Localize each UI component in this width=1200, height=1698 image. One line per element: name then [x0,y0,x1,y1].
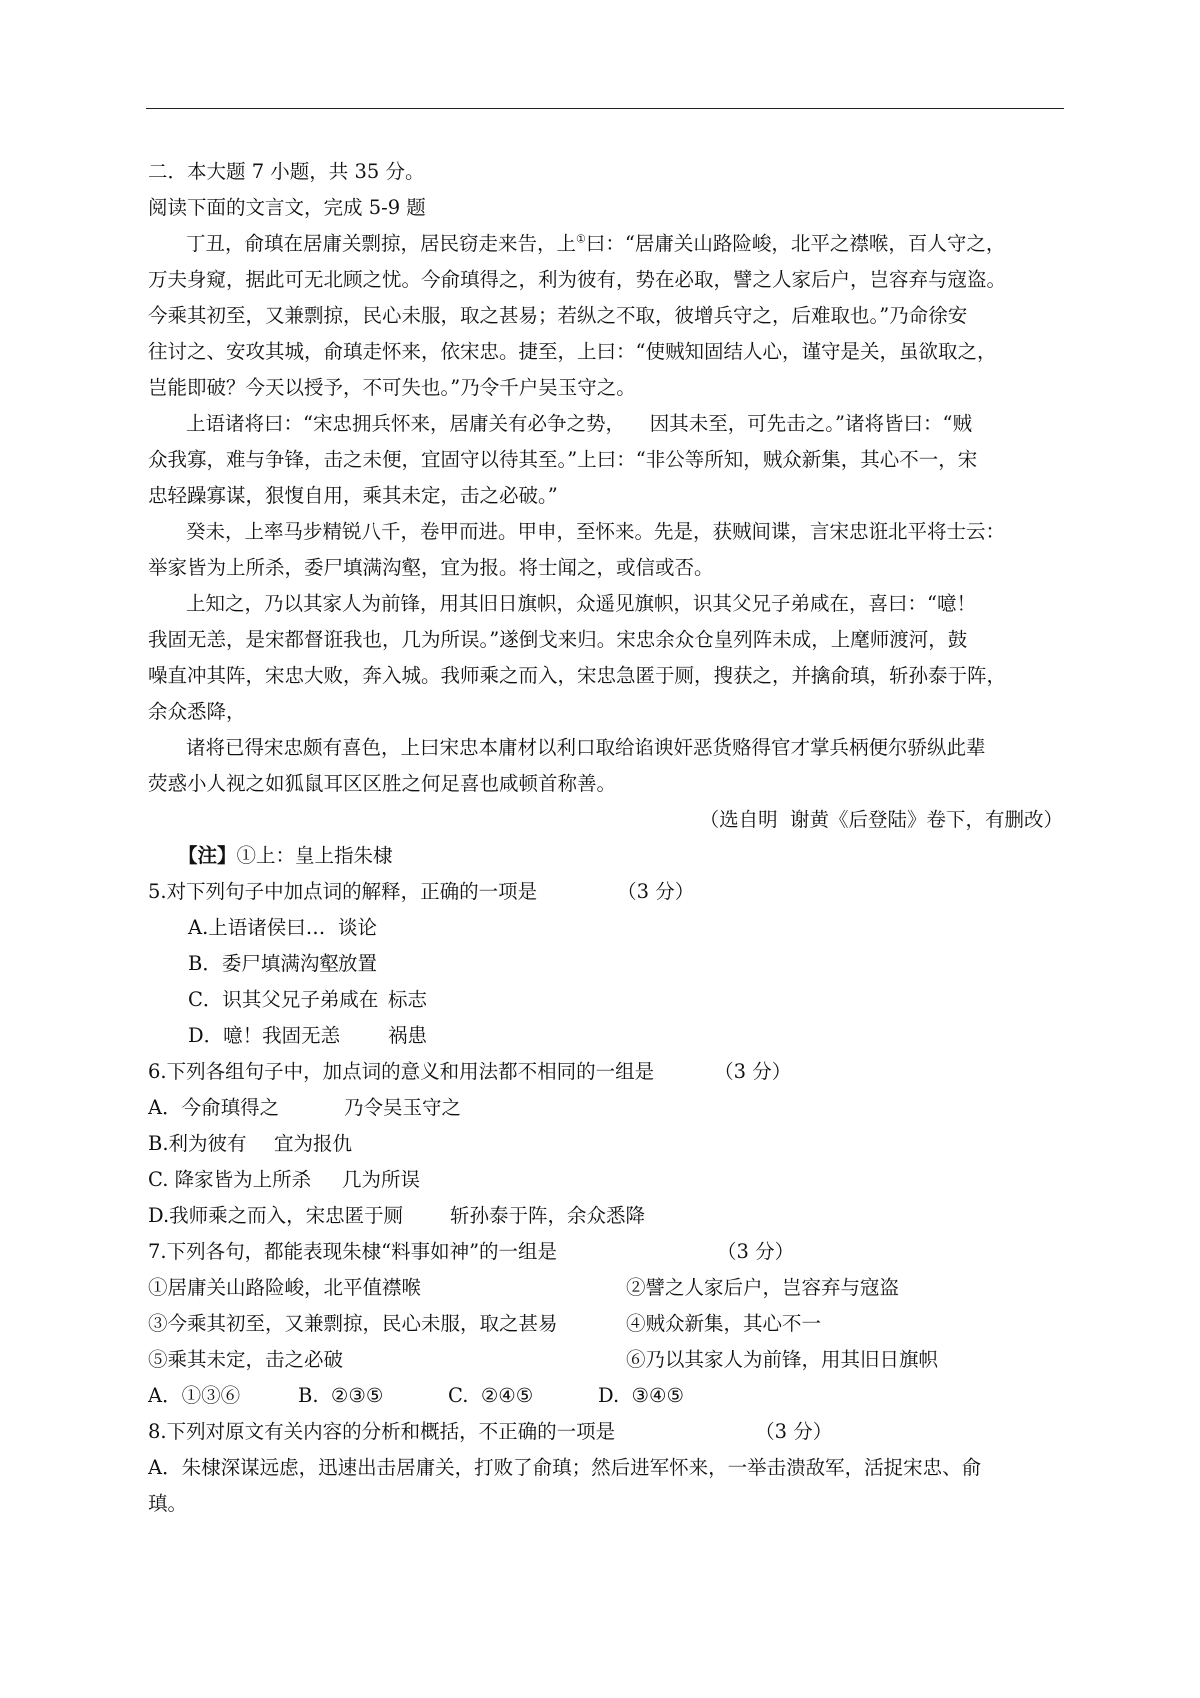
passage-line: 余众悉降， [148,700,246,723]
passage-line: 众我寡，难与争锋，击之未便，宜固守以待其至。”上曰：“非公等所知，贼众新集，其心不一，宋 [148,448,978,471]
question-6-stem: 6.下列各组句子中，加点词的意义和用法都不相同的一组是 （3 分） [148,1060,792,1083]
passage-line: 往讨之、安攻其城，俞瑱走怀来，依宋忠。捷至，上曰：“使贼知固结人心，谨守是关，虽欲取之， [148,340,997,363]
question-score: （3 分） [717,1240,795,1263]
question-5-option: C．识其父兄子弟咸在 标志 [188,988,428,1011]
question-6-option: B.利为彼有 宜为报仇 [148,1132,353,1155]
source-citation: （选自明 谢黄《后登陆》卷下，有删改） [699,808,1063,831]
question-score: （3 分） [714,1060,792,1083]
passage-line: 岂能即破？今天以授予，不可失也。”乃令千户吴玉守之。 [148,376,636,399]
question-5-option: A.上语诸侯曰… 谈论 [188,916,378,939]
passage-line: 荧惑小人视之如狐鼠耳区区胜之何足喜也咸顿首称善。 [148,772,617,795]
footnote [148,838,1063,874]
passage-line: 忠轻躁寡谋，狠愎自用，乘其未定，击之必破。” [148,484,558,507]
question-7-item-row: ⑤乘其未定，击之必破 ⑥乃以其家人为前锋，用其旧日旗帜 [148,1348,939,1371]
passage-line: 噪直冲其阵，宋忠大败，奔入城。我师乘之而入，宋忠急匿于厕，搜获之，并擒俞瑱，斩孙泰于阵， [148,664,1007,687]
question-6-option: C. 降家皆为上所杀 几为所误 [148,1168,421,1191]
passage-line: 诸将已得宋忠颇有喜色，上曰宋忠本庸材以利口取给谄谀奸恶货赂得官才掌兵柄便尔骄纵此辈 [186,736,986,759]
passage-line: 我固无恙，是宋都督诳我也，几为所误。”遂倒戈来归。宋忠余众仓皇列阵未成，上麾师渡河，鼓 [148,628,968,651]
footnote-label: 【注】 [178,844,237,867]
question-8-stem: 8.下列对原文有关内容的分析和概括，不正确的一项是 （3 分） [148,1420,833,1443]
passage-line: 上语诸将曰：“宋忠拥兵怀来，居庸关有必争之势， 因其未至，可先击之。”诸将皆曰：“贼 [186,412,972,435]
question-7-item-row: ③今乘其初至，又兼剽掠，民心未服，取之甚易 ④贼众新集，其心不一 [148,1312,822,1335]
document-body [148,154,1063,1522]
passage-line: 丁丑，俞瑱在居庸关剽掠，居民窃走来告，上①曰：“居庸关山路险峻，北平之襟喉，百人守之， [186,232,1006,255]
question-7-item-row: ①居庸关山路险峻，北平值襟喉 ②譬之人家后户，岂容弃与寇盗 [148,1276,900,1299]
question-8-option-a: A．朱棣深谋远虑，迅速出击居庸关，打败了俞瑱；然后进军怀来，一举击溃敌军，活捉宋忠、俞 [148,1456,982,1479]
passage-line: 上知之，乃以其家人为前锋，用其旧日旗帜，众遥见旗帜，识其父兄子弟咸在，喜曰：“噫！ [186,592,976,615]
passage-line: 万夫身窥，据此可无北顾之忧。今俞瑱得之，利为彼有，势在必取，譬之人家后户，岂容弃与寇盗。 [148,268,1007,291]
instruction: 阅读下面的文言文，完成 5-9 题 [148,196,426,219]
passage-line: 举家皆为上所杀，委尸填满沟壑，宜为报。将士闻之，或信或否。 [148,556,714,579]
footnote-mark: ① [576,232,586,246]
section-header: 二．本大题 7 小题，共 35 分。 [148,160,425,183]
question-score: （3 分） [617,880,695,903]
question-5-option: B．委尸填满沟壑放置 [188,952,378,975]
question-5-stem: 5.对下列句子中加点词的解释，正确的一项是 （3 分） [148,880,695,903]
passage-line: 癸未，上率马步精锐八千，卷甲而进。甲申，至怀来。先是，获贼间谍，言宋忠诳北平将士云： [186,520,1006,543]
question-6-option: D.我师乘之而入，宋忠匿于厕 斩孙泰于阵，余众悉降 [148,1204,646,1227]
question-score: （3 分） [755,1420,833,1443]
question-7-stem: 7.下列各句，都能表现朱棣“料事如神”的一组是 （3 分） [148,1240,795,1263]
question-6-option: A．今俞瑱得之 乃令吴玉守之 [148,1096,462,1119]
header-rule [146,108,1064,109]
footnote-text: ①上：皇上指朱棣 [236,844,393,867]
question-7-choices: A．①③⑥ B. ②③⑤ C. ②④⑤ D. ③④⑤ [148,1384,684,1407]
passage-line: 今乘其初至，又兼剽掠，民心未服，取之甚易；若纵之不取，彼增兵守之，后难取也。”乃命徐安 [148,304,968,327]
question-8-option-a: 瑱。 [148,1492,188,1515]
question-5-option: D．噫！我固无恙 祸患 [188,1024,428,1047]
